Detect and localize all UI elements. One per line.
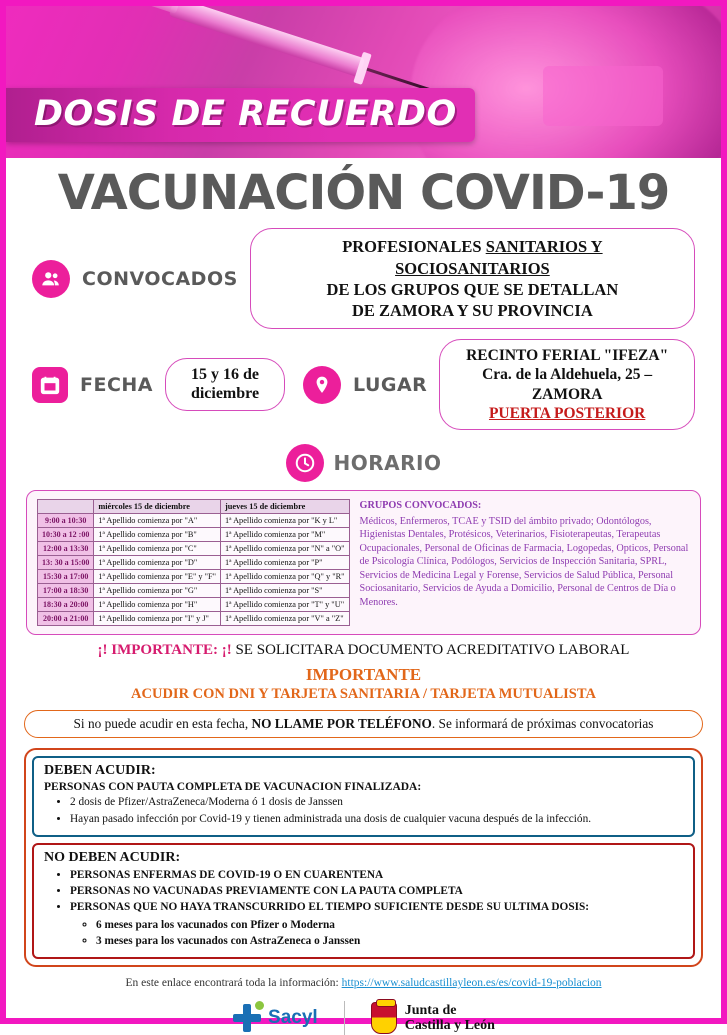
table-row xyxy=(38,542,350,556)
cell-thu: 1ª Apellido comienza por "N" a "O" xyxy=(221,542,350,556)
no-deben-acudir-box xyxy=(32,843,695,959)
th-thursday: jueves 15 de diciembre xyxy=(221,500,350,514)
fecha-lugar-row xyxy=(32,339,695,431)
hero-banner-title: DOSIS DE RECUERDO xyxy=(34,94,457,134)
calendar-icon xyxy=(32,367,68,403)
bar-post: . Se informará de próximas convocatorias xyxy=(431,716,654,732)
location-pin-icon xyxy=(303,366,341,404)
sacyl-cross-icon xyxy=(232,1003,262,1033)
list-item: • PERSONAS NO VACUNADAS PREVIAMENTE CON LA PAUTA COMPLETA xyxy=(70,884,683,899)
cell-hour: 12:00 a 13:30 xyxy=(38,542,94,556)
cell-hour: 15:30 a 17:00 xyxy=(38,570,94,584)
no-deben-acudir-sublist xyxy=(70,918,683,950)
convocados-row xyxy=(32,228,695,328)
cell-thu: 1ª Apellido comienza por "Q" y "R" xyxy=(221,570,350,584)
cell-wed: 1ª Apellido comienza por "G" xyxy=(94,584,221,598)
table-row xyxy=(38,612,350,626)
convocados-line3: DE ZAMORA Y SU PROVINCIA xyxy=(351,300,593,320)
cell-thu: 1ª Apellido comienza por "V" a "Z" xyxy=(221,612,350,626)
documento-acreditativo-note xyxy=(6,642,721,659)
list-item: • PERSONAS QUE NO HAYA TRANSCURRIDO EL TIEMPO SUFICIENTE DESDE SU ULTIMA DOSIS: ◦ 6 meses para los vacunados con Pfizer o Moderna ◦ 3 meses para los vacunados con AstraZeneca o Janssen xyxy=(70,900,683,949)
convocados-line1-pre: PROFESIONALES xyxy=(342,237,486,257)
footer-logos xyxy=(6,1001,721,1035)
table-row xyxy=(38,556,350,570)
cell-hour: 17:00 a 18:30 xyxy=(38,584,94,598)
bar-pre: Si no puede acudir en esta fecha, xyxy=(73,716,252,732)
lugar-line3: PUERTA POSTERIOR xyxy=(488,404,646,422)
cell-wed: 1ª Apellido comienza por "C" xyxy=(94,542,221,556)
cell-thu: 1ª Apellido comienza por "S" xyxy=(221,584,350,598)
cell-wed: 1ª Apellido comienza por "D" xyxy=(94,556,221,570)
convocados-line2: DE LOS GRUPOS QUE SE DETALLAN xyxy=(326,279,619,299)
list-item: • PERSONAS ENFERMAS DE COVID-19 O EN CUARENTENA xyxy=(70,868,683,883)
people-icon xyxy=(32,260,70,298)
fecha-line1: 15 y 16 de xyxy=(191,366,260,384)
deben-acudir-box xyxy=(32,756,695,837)
info-link-line xyxy=(6,977,721,989)
deben-acudir-subtitle: PERSONAS CON PAUTA COMPLETA DE VACUNACION FINALIZADA: xyxy=(44,781,422,794)
cell-wed: 1ª Apellido comienza por "E" y "F" xyxy=(94,570,221,584)
lugar-line1: RECINTO FERIAL "IFEZA" xyxy=(466,346,669,364)
cell-hour: 9:00 a 10:30 xyxy=(38,514,94,528)
table-row xyxy=(38,570,350,584)
cell-hour: 13: 30 a 15:00 xyxy=(38,556,94,570)
cell-wed: 1ª Apellido comienza por "I" y J" xyxy=(94,612,221,626)
importante-title: IMPORTANTE xyxy=(305,665,422,685)
cell-thu: 1ª Apellido comienza por "K y L" xyxy=(221,514,350,528)
no-deben-acudir-list xyxy=(44,868,683,949)
hero-highlight-block xyxy=(543,66,663,126)
page-title: VACUNACIÓN COVID-19 xyxy=(57,165,670,221)
clock-icon xyxy=(286,444,324,482)
junta-shield-icon xyxy=(371,1002,397,1034)
lugar-label: LUGAR xyxy=(353,373,428,396)
cell-thu: 1ª Apellido comienza por "P" xyxy=(221,556,350,570)
cell-hour: 10:30 a 12 :00 xyxy=(38,528,94,542)
deben-acudir-title: DEBEN ACUDIR: xyxy=(44,763,156,779)
table-row xyxy=(38,528,350,542)
footer-divider xyxy=(344,1001,345,1035)
junta-line2: Castilla y León xyxy=(404,1018,495,1034)
list-item: • 2 dosis de Pfizer/AstraZeneca/Moderna ó 1 dosis de Janssen xyxy=(70,795,683,810)
telefono-notice-bar xyxy=(24,710,703,738)
cell-wed: 1ª Apellido comienza por "A" xyxy=(94,514,221,528)
table-row xyxy=(38,514,350,528)
cell-thu: 1ª Apellido comienza por "T" y "U" xyxy=(221,598,350,612)
hero-title-band xyxy=(6,88,475,142)
grupos-title: GRUPOS CONVOCADOS: xyxy=(359,500,482,512)
lugar-box xyxy=(439,339,695,431)
hero-banner xyxy=(6,6,721,158)
fecha-value xyxy=(165,358,285,411)
importante-doc-text: SE SOLICITARA DOCUMENTO ACREDITATIVO LABORAL xyxy=(235,642,630,659)
convocados-label: CONVOCADOS xyxy=(82,267,238,290)
convocados-line1-underlined: SANITARIOS Y SOCIOSANITARIOS xyxy=(395,237,603,278)
convocados-box xyxy=(250,228,695,328)
cell-thu: 1ª Apellido comienza por "M" xyxy=(221,528,350,542)
schedule-table xyxy=(37,499,350,626)
acudir-section xyxy=(24,748,703,967)
th-wednesday: miércoles 15 de diciembre xyxy=(94,500,221,514)
fecha-line2: diciembre xyxy=(190,384,260,402)
junta-line1: Junta de xyxy=(404,1002,457,1018)
importante-subtitle: ACUDIR CON DNI Y TARJETA SANITARIA / TARJETA MUTUALISTA xyxy=(131,686,596,703)
cell-hour: 20:00 a 21:00 xyxy=(38,612,94,626)
th-hours xyxy=(38,500,94,514)
table-row xyxy=(38,584,350,598)
bar-bold: NO LLAME POR TELÉFONO xyxy=(251,716,432,732)
table-row xyxy=(38,598,350,612)
sacyl-label: Sacyl xyxy=(268,1007,318,1029)
junta-logo xyxy=(371,1002,495,1034)
importante-prefix: ¡! IMPORTANTE: ¡! xyxy=(97,642,232,659)
list-item: • Hayan pasado infección por Covid-19 y tienen administrada una dosis de cualquier vacuna después de la infección. xyxy=(70,812,683,827)
grupos-text: Médicos, Enfermeros, TCAE y TSID del ámbito privado; Odontólogos, Higienistas Dentales, Protésicos, Veterinarios, Fisioterapeutas, Terapeutas Ocupacionales, Personal de Oficinas de Farmacia, Logopedas, Opticos, Personal de Psicología Clínica, Podólogos, Servicios de Inspección Sanitaria, SPRL, Servicios de Medicina Legal y Forense, Servicios de Salud Pública, Personal Sociosanitario, Servicios de Ayuda a Domicilio, Personal de Centros de Día o Menores. xyxy=(359,515,689,608)
cell-wed: 1ª Apellido comienza por "B" xyxy=(94,528,221,542)
no-deben-acudir-title: NO DEBEN ACUDIR: xyxy=(44,849,181,865)
info-link[interactable]: https://www.saludcastillayleon.es/es/covid-19-poblacion xyxy=(341,977,602,990)
horario-header xyxy=(6,444,721,482)
grupos-convocados xyxy=(360,499,690,626)
fecha-label: FECHA xyxy=(80,373,154,396)
table-header-row xyxy=(38,500,350,514)
list-item: ◦ 6 meses para los vacunados con Pfizer o Moderna xyxy=(96,918,683,933)
list-item: ◦ 3 meses para los vacunados con AstraZeneca o Janssen xyxy=(96,934,683,949)
lugar-line2: Cra. de la Aldehuela, 25 – ZAMORA xyxy=(482,366,653,403)
cell-hour: 18:30 a 20:00 xyxy=(38,598,94,612)
cell-wed: 1ª Apellido comienza por "H" xyxy=(94,598,221,612)
sacyl-logo xyxy=(232,1003,318,1033)
info-link-label: En este enlace encontrará toda la información: xyxy=(125,977,342,990)
schedule-panel xyxy=(26,490,701,635)
horario-label: HORARIO xyxy=(333,451,442,476)
deben-acudir-list xyxy=(44,795,683,827)
junta-label xyxy=(405,1003,495,1034)
